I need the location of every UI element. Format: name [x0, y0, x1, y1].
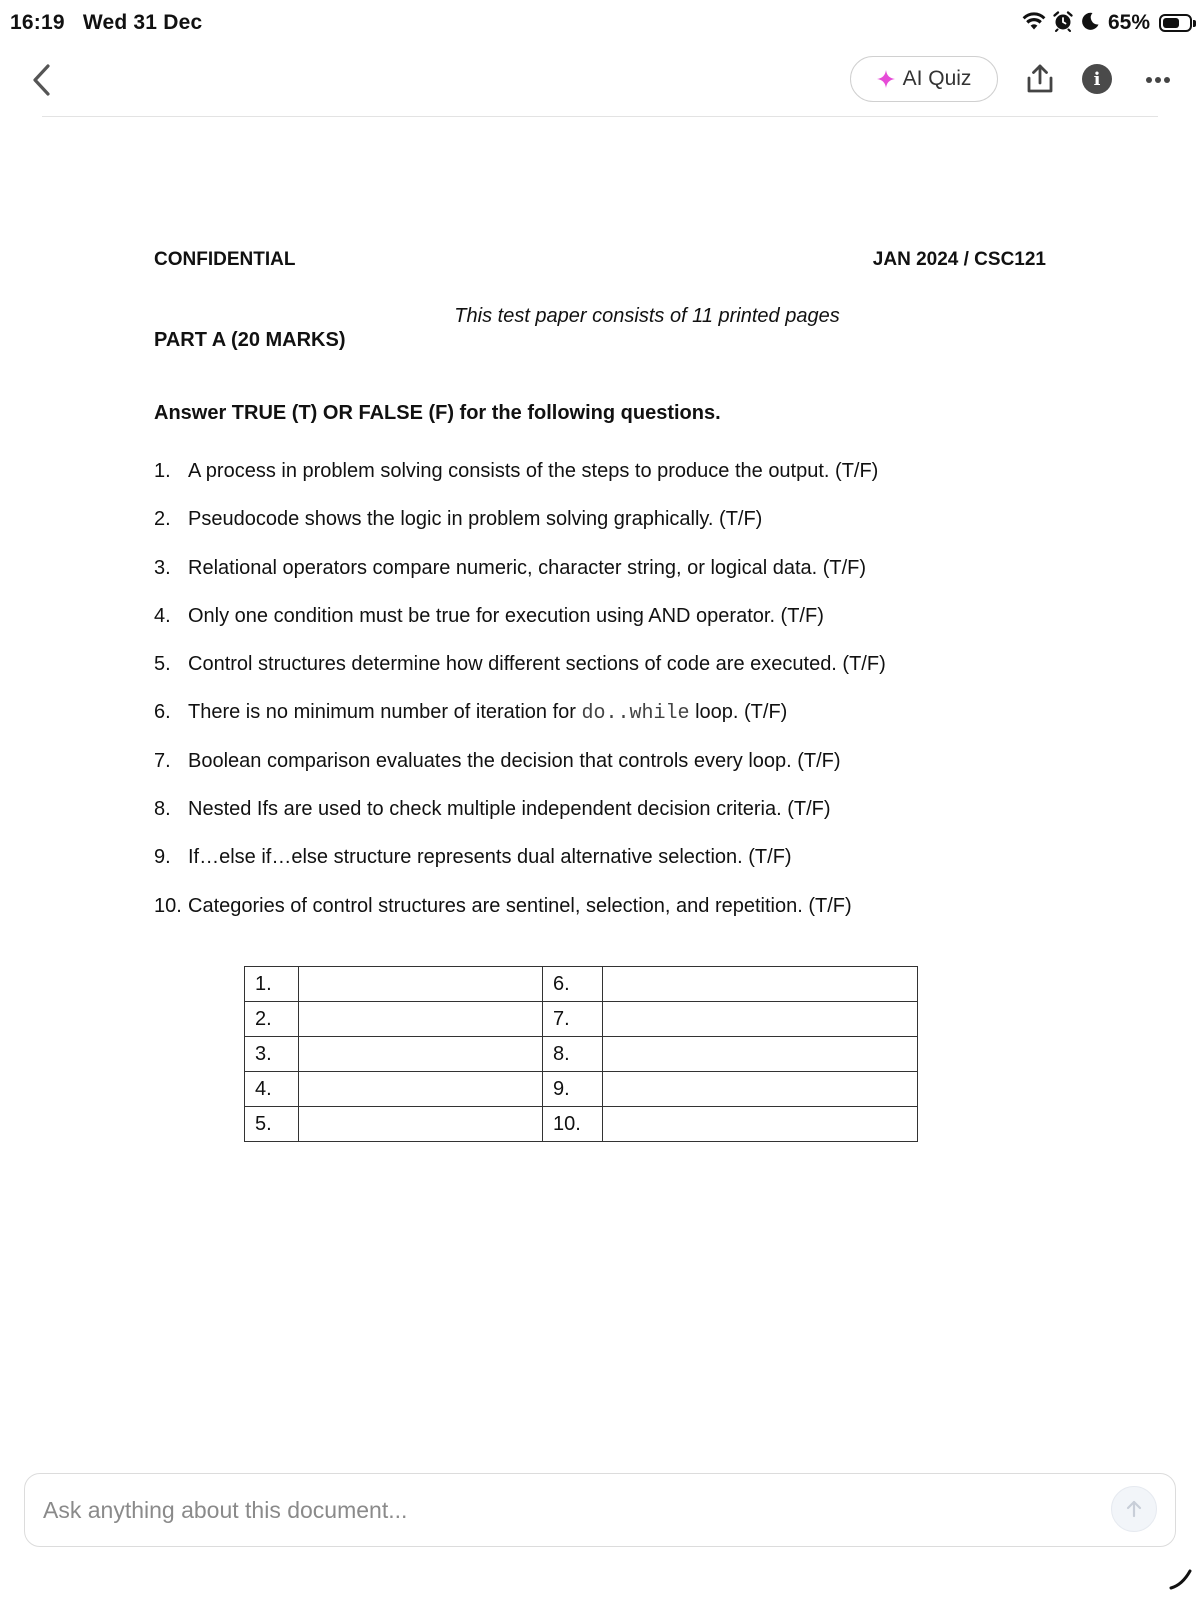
chevron-left-icon: [30, 63, 54, 97]
wifi-icon: [1022, 11, 1046, 36]
answer-cell: [603, 967, 918, 1002]
status-time: 16:19: [10, 11, 65, 34]
question-text: A process in problem solving consists of the steps to produce the output. (T/F): [188, 460, 879, 482]
status-bar: [0, 0, 1200, 46]
answer-number-cell: 8.: [543, 1037, 603, 1072]
question-item: [154, 507, 1054, 555]
part-title: PART A (20 MARKS): [154, 329, 346, 351]
instruction-text: Answer TRUE (T) OR FALSE (F) for the following questions.: [154, 402, 721, 424]
answer-cell: [299, 1002, 543, 1037]
question-item: [154, 749, 1054, 797]
more-horizontal-icon: [1145, 76, 1171, 84]
answer-table: [244, 966, 918, 1142]
sparkle-icon: [877, 70, 895, 88]
page-count-note: This test paper consists of 11 printed pages: [454, 305, 840, 327]
answer-cell: [299, 1072, 543, 1107]
confidential-label: CONFIDENTIAL: [154, 249, 296, 270]
question-text: Control structures determine how different sections of code are executed. (T/F): [188, 653, 886, 676]
answer-cell: [603, 1002, 918, 1037]
answer-cell: [603, 1072, 918, 1107]
answer-number-cell: 6.: [543, 967, 603, 1002]
question-number: 9.: [154, 846, 171, 869]
question-text: Only one condition must be true for execution using AND operator. (T/F): [188, 604, 824, 627]
answer-number-cell: 5.: [245, 1107, 299, 1142]
battery-icon: [1159, 14, 1192, 32]
table-row: [245, 967, 918, 1002]
question-number: 7.: [154, 749, 171, 772]
question-item: [154, 604, 1054, 652]
question-number: 5.: [154, 653, 171, 676]
question-item: [154, 556, 1054, 604]
info-icon: i: [1093, 68, 1101, 90]
answer-cell: [603, 1037, 918, 1072]
answer-cell: [603, 1107, 918, 1142]
back-button[interactable]: [22, 60, 62, 100]
status-indicators: [1022, 9, 1192, 37]
question-item: [154, 459, 1054, 507]
table-row: [245, 1002, 918, 1037]
answer-number-cell: 9.: [543, 1072, 603, 1107]
question-text: If…else if…else structure represents dual alternative selection. (T/F): [188, 846, 792, 869]
question-item: [154, 894, 1054, 942]
question-number: 10.: [154, 894, 182, 917]
table-row: [245, 1037, 918, 1072]
send-button[interactable]: [1111, 1486, 1157, 1532]
status-clock: [10, 11, 202, 35]
answer-cell: [299, 1107, 543, 1142]
question-item: [154, 700, 1054, 748]
question-text-start: There is no minimum number of iteration for: [188, 701, 582, 724]
arrow-up-icon: [1125, 1499, 1143, 1519]
ai-quiz-button[interactable]: [850, 56, 998, 102]
answer-number-cell: 3.: [245, 1037, 299, 1072]
battery-percentage: 65%: [1107, 11, 1150, 34]
status-date: Wed 31 Dec: [82, 11, 203, 34]
info-button[interactable]: [1082, 64, 1112, 94]
question-number: 4.: [154, 604, 171, 627]
question-number: 3.: [154, 556, 171, 579]
answer-cell: [299, 1037, 543, 1072]
question-item: [154, 845, 1054, 893]
question-text: Relational operators compare numeric, character string, or logical data. (T/F): [188, 556, 867, 579]
question-text-end: loop. (T/F): [689, 701, 788, 724]
battery-level-fill: [1163, 18, 1179, 28]
answer-number-cell: 10.: [543, 1107, 603, 1142]
document-toolbar: [0, 46, 1200, 118]
question-item: [154, 797, 1054, 845]
answer-number-cell: 7.: [543, 1002, 603, 1037]
question-number: 2.: [154, 508, 171, 531]
answer-number-cell: 4.: [245, 1072, 299, 1107]
question-text: Nested Ifs are used to check multiple independent decision criteria. (T/F): [188, 798, 831, 821]
question-text: Categories of control structures are sentinel, selection, and repetition. (T/F): [188, 894, 852, 917]
pencil-scribble-icon: [1168, 1565, 1194, 1591]
exam-code: JAN 2024 / CSC121: [872, 249, 1046, 270]
answer-cell: [299, 967, 543, 1002]
ai-quiz-label: AI Quiz: [902, 67, 972, 90]
question-number: 1.: [154, 460, 171, 482]
question-number: 6.: [154, 701, 171, 724]
table-row: [245, 1107, 918, 1142]
question-text: Pseudocode shows the logic in problem solving graphically. (T/F): [188, 508, 763, 531]
battery-cap: [1193, 20, 1196, 27]
share-button[interactable]: [1022, 61, 1058, 97]
question-item: [154, 652, 1054, 700]
alarm-icon: [1052, 10, 1074, 37]
answer-number-cell: 1.: [245, 967, 299, 1002]
do-not-disturb-moon-icon: [1080, 11, 1100, 36]
table-row: [245, 1072, 918, 1107]
question-list: [154, 459, 1054, 942]
ask-input[interactable]: [41, 1474, 1085, 1547]
code-keyword-do-while: do..while: [581, 702, 690, 726]
more-options-button[interactable]: [1140, 66, 1176, 94]
document-page[interactable]: [0, 117, 1200, 1467]
share-icon: [1025, 63, 1055, 95]
answer-number-cell: 2.: [245, 1002, 299, 1037]
question-number: 8.: [154, 798, 171, 821]
ask-bar: [24, 1473, 1176, 1547]
question-text: Boolean comparison evaluates the decision that controls every loop. (T/F): [188, 749, 841, 772]
